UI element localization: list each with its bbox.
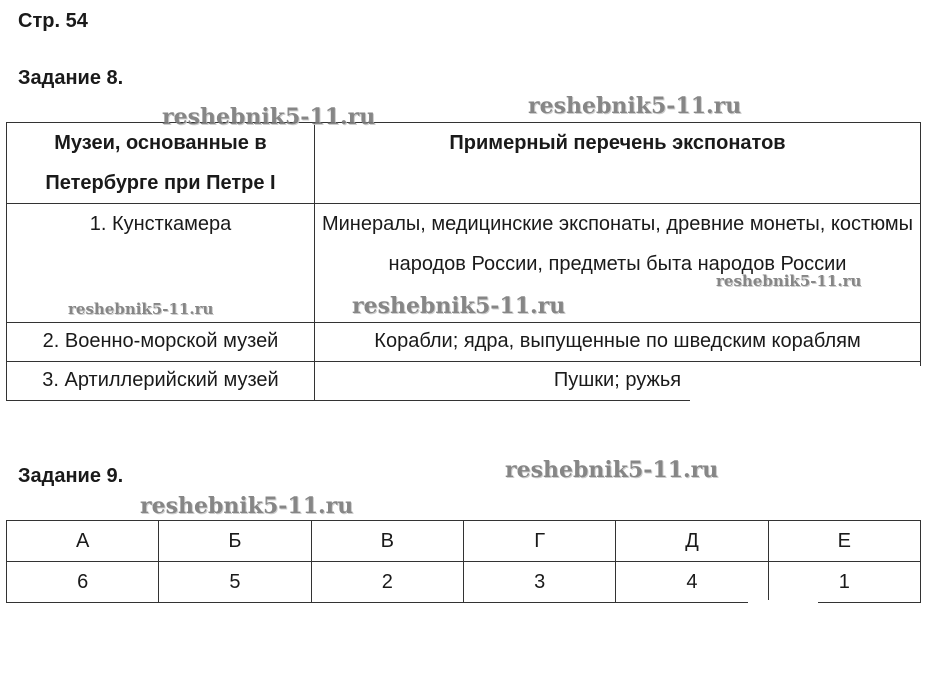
exhibits-cell: Пушки; ружья bbox=[315, 362, 921, 401]
answers-table bbox=[6, 520, 921, 603]
erased-area bbox=[748, 600, 818, 620]
watermark: reshebnik5-11.ru bbox=[528, 93, 742, 119]
letter-cell: Г bbox=[463, 521, 615, 562]
table-row bbox=[7, 323, 921, 362]
task-8-title: Задание 8. bbox=[18, 67, 124, 89]
letter-cell: Д bbox=[616, 521, 768, 562]
watermark: reshebnik5-11.ru bbox=[162, 104, 376, 130]
watermark: reshebnik5-11.ru bbox=[140, 493, 354, 519]
museums-table bbox=[6, 122, 921, 401]
exhibits-cell: Минералы, медицинские экспонаты, древние монеты, костюмы народов России, предметы быта народов России bbox=[315, 204, 921, 323]
number-cell: 1 bbox=[768, 562, 920, 603]
museum-cell: 1. Кунсткамера bbox=[7, 204, 315, 323]
watermark: reshebnik5-11.ru bbox=[505, 457, 719, 483]
watermark: reshebnik5-11.ru bbox=[352, 293, 566, 319]
number-cell: 5 bbox=[159, 562, 311, 603]
task-9-title: Задание 9. bbox=[18, 465, 124, 487]
letters-row bbox=[7, 521, 921, 562]
header-exhibits: Примерный перечень экспонатов bbox=[315, 123, 921, 204]
museum-cell: 2. Военно-морской музей bbox=[7, 323, 315, 362]
number-cell: 6 bbox=[7, 562, 159, 603]
erased-area bbox=[690, 366, 926, 416]
museum-cell: 3. Артиллерийский музей bbox=[7, 362, 315, 401]
number-cell: 2 bbox=[311, 562, 463, 603]
letter-cell: Б bbox=[159, 521, 311, 562]
letter-cell: Е bbox=[768, 521, 920, 562]
numbers-row bbox=[7, 562, 921, 603]
watermark: reshebnik5-11.ru bbox=[716, 272, 862, 290]
letter-cell: В bbox=[311, 521, 463, 562]
letter-cell: А bbox=[7, 521, 159, 562]
number-cell: 3 bbox=[463, 562, 615, 603]
exhibits-cell: Корабли; ядра, выпущенные по шведским кораблям bbox=[315, 323, 921, 362]
header-museums: Музеи, основанные в Петербурге при Петре I bbox=[7, 123, 315, 204]
watermark: reshebnik5-11.ru bbox=[68, 300, 214, 318]
page-number: Стр. 54 bbox=[18, 10, 88, 32]
number-cell: 4 bbox=[616, 562, 768, 603]
